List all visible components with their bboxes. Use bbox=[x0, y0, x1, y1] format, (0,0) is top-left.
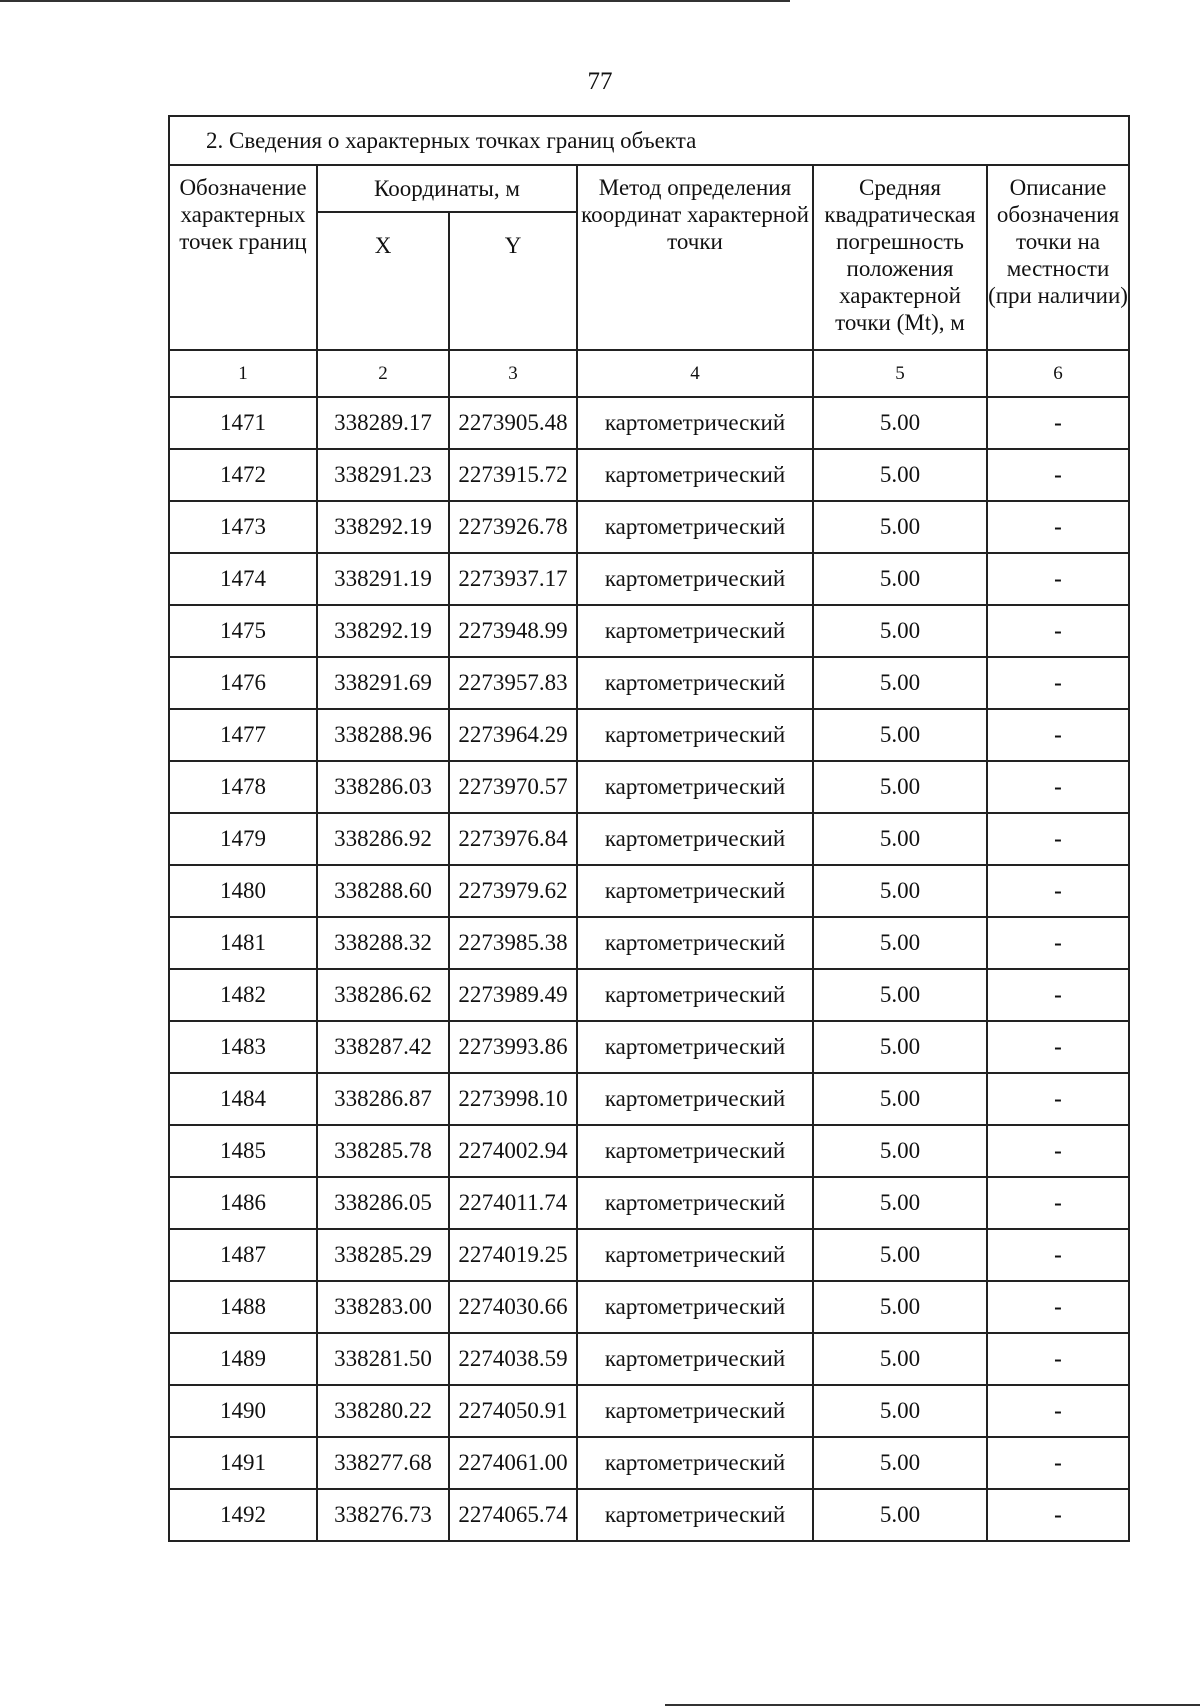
table-row bbox=[169, 1489, 1129, 1541]
method-cell: картометрический bbox=[577, 1177, 813, 1229]
description-cell: - bbox=[987, 1021, 1129, 1073]
error-cell: 5.00 bbox=[813, 1385, 987, 1437]
description-cell: - bbox=[987, 917, 1129, 969]
header-point-designation: Обозначение характерных точек границ bbox=[169, 165, 317, 350]
table-row bbox=[169, 1281, 1129, 1333]
method-cell: картометрический bbox=[577, 1281, 813, 1333]
method-cell: картометрический bbox=[577, 865, 813, 917]
method-cell: картометрический bbox=[577, 1073, 813, 1125]
point-id-cell: 1480 bbox=[169, 865, 317, 917]
error-cell: 5.00 bbox=[813, 605, 987, 657]
error-cell: 5.00 bbox=[813, 1229, 987, 1281]
table-row bbox=[169, 1385, 1129, 1437]
x-coordinate-cell: 338286.92 bbox=[317, 813, 449, 865]
table-row bbox=[169, 1437, 1129, 1489]
error-cell: 5.00 bbox=[813, 1333, 987, 1385]
description-cell: - bbox=[987, 501, 1129, 553]
point-id-cell: 1488 bbox=[169, 1281, 317, 1333]
point-id-cell: 1484 bbox=[169, 1073, 317, 1125]
point-id-cell: 1481 bbox=[169, 917, 317, 969]
method-cell: картометрический bbox=[577, 1125, 813, 1177]
header-coordinates: Координаты, м bbox=[317, 165, 577, 212]
x-coordinate-cell: 338283.00 bbox=[317, 1281, 449, 1333]
point-id-cell: 1492 bbox=[169, 1489, 317, 1541]
y-coordinate-cell: 2273964.29 bbox=[449, 709, 577, 761]
y-coordinate-cell: 2274011.74 bbox=[449, 1177, 577, 1229]
x-coordinate-cell: 338281.50 bbox=[317, 1333, 449, 1385]
section-title-row bbox=[169, 116, 1129, 165]
x-coordinate-cell: 338288.96 bbox=[317, 709, 449, 761]
y-coordinate-cell: 2274050.91 bbox=[449, 1385, 577, 1437]
header-method: Метод определения координат характерной точки bbox=[577, 165, 813, 350]
scan-edge-line-top bbox=[0, 0, 790, 2]
column-number: 6 bbox=[987, 350, 1129, 397]
y-coordinate-cell: 2273985.38 bbox=[449, 917, 577, 969]
error-cell: 5.00 bbox=[813, 761, 987, 813]
error-cell: 5.00 bbox=[813, 1021, 987, 1073]
y-coordinate-cell: 2273926.78 bbox=[449, 501, 577, 553]
description-cell: - bbox=[987, 657, 1129, 709]
point-id-cell: 1476 bbox=[169, 657, 317, 709]
point-id-cell: 1471 bbox=[169, 397, 317, 449]
x-coordinate-cell: 338287.42 bbox=[317, 1021, 449, 1073]
description-cell: - bbox=[987, 1489, 1129, 1541]
description-cell: - bbox=[987, 969, 1129, 1021]
point-id-cell: 1485 bbox=[169, 1125, 317, 1177]
method-cell: картометрический bbox=[577, 917, 813, 969]
y-coordinate-cell: 2273989.49 bbox=[449, 969, 577, 1021]
table-row bbox=[169, 917, 1129, 969]
x-coordinate-cell: 338291.69 bbox=[317, 657, 449, 709]
section-title: 2. Сведения о характерных точках границ объекта bbox=[169, 116, 1129, 165]
y-coordinate-cell: 2273948.99 bbox=[449, 605, 577, 657]
table-row bbox=[169, 553, 1129, 605]
point-id-cell: 1475 bbox=[169, 605, 317, 657]
point-id-cell: 1487 bbox=[169, 1229, 317, 1281]
description-cell: - bbox=[987, 605, 1129, 657]
x-coordinate-cell: 338288.32 bbox=[317, 917, 449, 969]
method-cell: картометрический bbox=[577, 709, 813, 761]
y-coordinate-cell: 2274019.25 bbox=[449, 1229, 577, 1281]
boundary-points-table bbox=[168, 115, 1130, 1542]
error-cell: 5.00 bbox=[813, 553, 987, 605]
table-row bbox=[169, 1021, 1129, 1073]
method-cell: картометрический bbox=[577, 657, 813, 709]
y-coordinate-cell: 2274030.66 bbox=[449, 1281, 577, 1333]
description-cell: - bbox=[987, 397, 1129, 449]
scan-edge-line-bottom bbox=[665, 1704, 1200, 1706]
table-row bbox=[169, 969, 1129, 1021]
table-row bbox=[169, 397, 1129, 449]
description-cell: - bbox=[987, 1073, 1129, 1125]
point-id-cell: 1479 bbox=[169, 813, 317, 865]
table-row bbox=[169, 605, 1129, 657]
description-cell: - bbox=[987, 1385, 1129, 1437]
column-number: 2 bbox=[317, 350, 449, 397]
error-cell: 5.00 bbox=[813, 657, 987, 709]
x-coordinate-cell: 338286.03 bbox=[317, 761, 449, 813]
y-coordinate-cell: 2273993.86 bbox=[449, 1021, 577, 1073]
error-cell: 5.00 bbox=[813, 397, 987, 449]
method-cell: картометрический bbox=[577, 969, 813, 1021]
column-number: 5 bbox=[813, 350, 987, 397]
x-coordinate-cell: 338291.23 bbox=[317, 449, 449, 501]
error-cell: 5.00 bbox=[813, 709, 987, 761]
x-coordinate-cell: 338286.87 bbox=[317, 1073, 449, 1125]
point-id-cell: 1474 bbox=[169, 553, 317, 605]
method-cell: картометрический bbox=[577, 397, 813, 449]
header-point-description: Описание обозначения точки на местности (при наличии) bbox=[987, 165, 1129, 350]
description-cell: - bbox=[987, 1229, 1129, 1281]
y-coordinate-cell: 2274002.94 bbox=[449, 1125, 577, 1177]
table-row bbox=[169, 709, 1129, 761]
error-cell: 5.00 bbox=[813, 969, 987, 1021]
description-cell: - bbox=[987, 1281, 1129, 1333]
method-cell: картометрический bbox=[577, 1021, 813, 1073]
x-coordinate-cell: 338280.22 bbox=[317, 1385, 449, 1437]
point-id-cell: 1472 bbox=[169, 449, 317, 501]
table-row bbox=[169, 813, 1129, 865]
table-row bbox=[169, 1177, 1129, 1229]
error-cell: 5.00 bbox=[813, 1177, 987, 1229]
error-cell: 5.00 bbox=[813, 501, 987, 553]
table-body bbox=[169, 116, 1129, 1541]
point-id-cell: 1486 bbox=[169, 1177, 317, 1229]
description-cell: - bbox=[987, 553, 1129, 605]
y-coordinate-cell: 2274038.59 bbox=[449, 1333, 577, 1385]
y-coordinate-cell: 2273905.48 bbox=[449, 397, 577, 449]
x-coordinate-cell: 338292.19 bbox=[317, 501, 449, 553]
x-coordinate-cell: 338288.60 bbox=[317, 865, 449, 917]
table-row bbox=[169, 865, 1129, 917]
point-id-cell: 1489 bbox=[169, 1333, 317, 1385]
method-cell: картометрический bbox=[577, 1229, 813, 1281]
error-cell: 5.00 bbox=[813, 1073, 987, 1125]
error-cell: 5.00 bbox=[813, 917, 987, 969]
x-coordinate-cell: 338286.05 bbox=[317, 1177, 449, 1229]
method-cell: картометрический bbox=[577, 1385, 813, 1437]
page-number: 77 bbox=[587, 68, 613, 95]
point-id-cell: 1482 bbox=[169, 969, 317, 1021]
error-cell: 5.00 bbox=[813, 1437, 987, 1489]
point-id-cell: 1473 bbox=[169, 501, 317, 553]
y-coordinate-cell: 2273970.57 bbox=[449, 761, 577, 813]
column-number: 1 bbox=[169, 350, 317, 397]
header-mean-square-error: Средняя квадратическая погрешность положения характерной точки (Mt), м bbox=[813, 165, 987, 350]
error-cell: 5.00 bbox=[813, 865, 987, 917]
table-row bbox=[169, 657, 1129, 709]
method-cell: картометрический bbox=[577, 1489, 813, 1541]
x-coordinate-cell: 338291.19 bbox=[317, 553, 449, 605]
x-coordinate-cell: 338276.73 bbox=[317, 1489, 449, 1541]
table-row bbox=[169, 1125, 1129, 1177]
y-coordinate-cell: 2273957.83 bbox=[449, 657, 577, 709]
description-cell: - bbox=[987, 865, 1129, 917]
method-cell: картометрический bbox=[577, 1437, 813, 1489]
table-row bbox=[169, 501, 1129, 553]
description-cell: - bbox=[987, 761, 1129, 813]
column-number: 3 bbox=[449, 350, 577, 397]
method-cell: картометрический bbox=[577, 605, 813, 657]
column-number: 4 bbox=[577, 350, 813, 397]
header-x: X bbox=[317, 212, 449, 350]
description-cell: - bbox=[987, 1177, 1129, 1229]
x-coordinate-cell: 338285.29 bbox=[317, 1229, 449, 1281]
y-coordinate-cell: 2273915.72 bbox=[449, 449, 577, 501]
method-cell: картометрический bbox=[577, 501, 813, 553]
x-coordinate-cell: 338289.17 bbox=[317, 397, 449, 449]
x-coordinate-cell: 338292.19 bbox=[317, 605, 449, 657]
y-coordinate-cell: 2273937.17 bbox=[449, 553, 577, 605]
method-cell: картометрический bbox=[577, 761, 813, 813]
y-coordinate-cell: 2273976.84 bbox=[449, 813, 577, 865]
error-cell: 5.00 bbox=[813, 1489, 987, 1541]
method-cell: картометрический bbox=[577, 553, 813, 605]
point-id-cell: 1477 bbox=[169, 709, 317, 761]
y-coordinate-cell: 2273998.10 bbox=[449, 1073, 577, 1125]
error-cell: 5.00 bbox=[813, 449, 987, 501]
header-y: Y bbox=[449, 212, 577, 350]
description-cell: - bbox=[987, 1125, 1129, 1177]
x-coordinate-cell: 338277.68 bbox=[317, 1437, 449, 1489]
table-row bbox=[169, 1229, 1129, 1281]
description-cell: - bbox=[987, 709, 1129, 761]
method-cell: картометрический bbox=[577, 449, 813, 501]
method-cell: картометрический bbox=[577, 813, 813, 865]
error-cell: 5.00 bbox=[813, 1125, 987, 1177]
point-id-cell: 1478 bbox=[169, 761, 317, 813]
table-row bbox=[169, 1333, 1129, 1385]
description-cell: - bbox=[987, 1437, 1129, 1489]
y-coordinate-cell: 2273979.62 bbox=[449, 865, 577, 917]
x-coordinate-cell: 338286.62 bbox=[317, 969, 449, 1021]
error-cell: 5.00 bbox=[813, 813, 987, 865]
y-coordinate-cell: 2274061.00 bbox=[449, 1437, 577, 1489]
table-row bbox=[169, 1073, 1129, 1125]
method-cell: картометрический bbox=[577, 1333, 813, 1385]
description-cell: - bbox=[987, 813, 1129, 865]
error-cell: 5.00 bbox=[813, 1281, 987, 1333]
x-coordinate-cell: 338285.78 bbox=[317, 1125, 449, 1177]
point-id-cell: 1483 bbox=[169, 1021, 317, 1073]
column-number-row bbox=[169, 350, 1129, 397]
description-cell: - bbox=[987, 1333, 1129, 1385]
table-row bbox=[169, 761, 1129, 813]
point-id-cell: 1490 bbox=[169, 1385, 317, 1437]
description-cell: - bbox=[987, 449, 1129, 501]
point-id-cell: 1491 bbox=[169, 1437, 317, 1489]
header-row bbox=[169, 165, 1129, 212]
y-coordinate-cell: 2274065.74 bbox=[449, 1489, 577, 1541]
table-row bbox=[169, 449, 1129, 501]
